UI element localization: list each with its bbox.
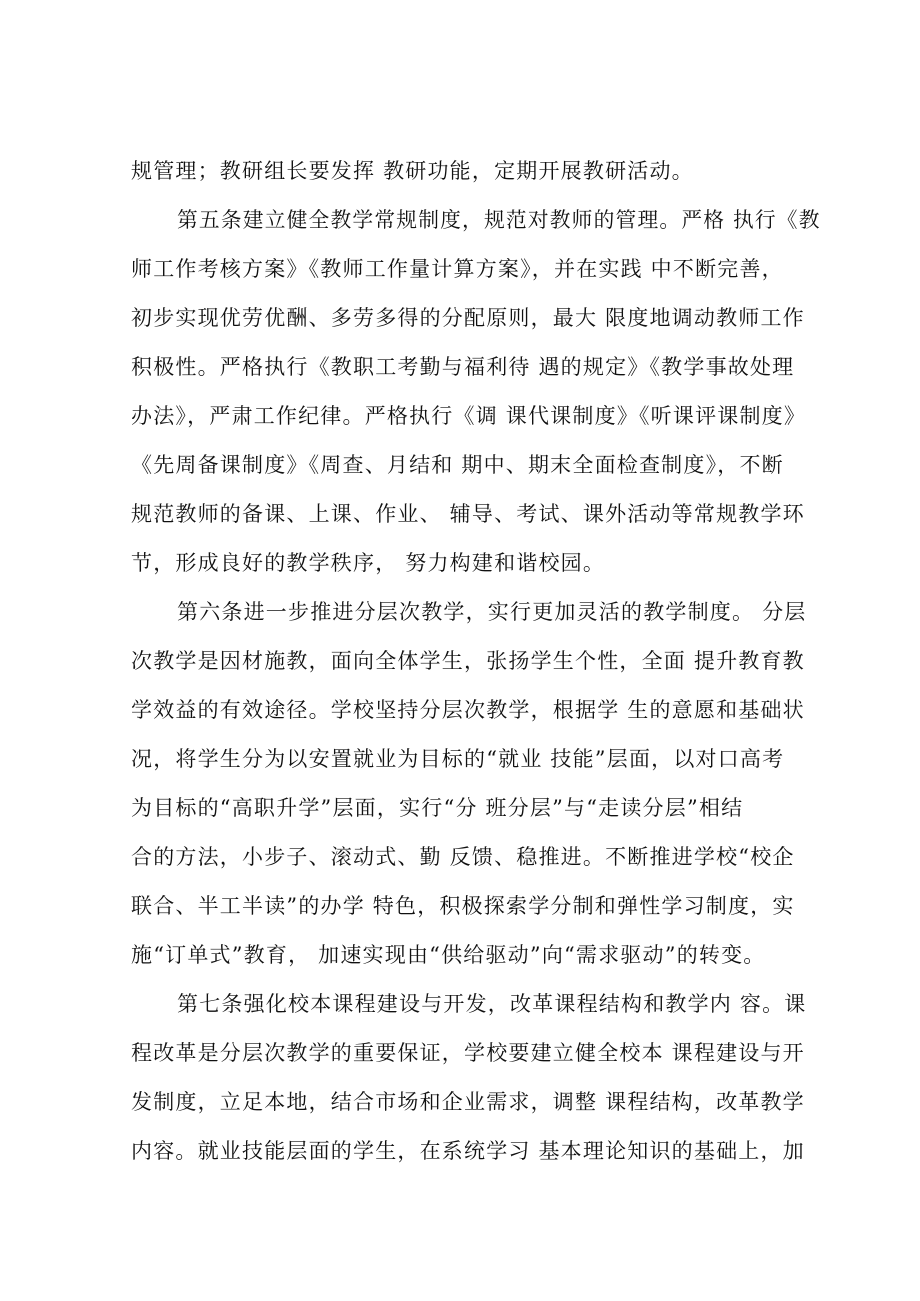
- text-line: 师工作考核方案》《教师工作量计算方案》，并在实践 中不断完善，: [131, 257, 784, 281]
- text-line: 规范教师的备课、上课、作业、 辅导、考试、课外活动等常规教学环: [131, 502, 805, 526]
- text-line: 内容。就业技能层面的学生，在系统学习 基本理论知识的基础上，加: [131, 1139, 805, 1163]
- text-line: 发制度，立足本地，结合市场和企业需求，调整 课程结构，改革教学: [131, 1090, 805, 1114]
- text-line: 积极性。严格执行《教职工考勤与福利待 遇的规定》《教学事故处理: [131, 355, 795, 379]
- text-line: 节，形成良好的教学秩序， 努力构建和谐校园。: [131, 551, 606, 575]
- text-line: 施“订单式”教育， 加速实现由“供给驱动”向“需求驱动”的转变。: [131, 943, 766, 967]
- paragraph-article-7-start: 第七条强化校本课程建设与开发，改革课程结构和教学内 容。课: [177, 992, 807, 1016]
- text-line: 程改革是分层次教学的重要保证，学校要建立健全校本 课程建设与开: [131, 1041, 805, 1065]
- text-line: 《先周备课制度》《周查、月结和 期中、期末全面检查制度》，不断: [131, 453, 784, 477]
- text-line: 合的方法，小步子、滚动式、勤 反馈、稳推进。不断推进学校“校企: [131, 845, 795, 869]
- text-line: 联合、半工半读”的办学 特色，积极探索学分制和弹性学习制度，实: [131, 894, 795, 918]
- paragraph-article-6-start: 第六条进一步推进分层次教学，实行更加灵活的教学制度。 分层: [177, 600, 807, 624]
- text-line: 况，将学生分为以安置就业为目标的“就业 技能”层面，以对口高考: [131, 747, 785, 771]
- paragraph-article-5-start: 第五条建立健全教学常规制度，规范对教师的管理。严格 执行《教: [177, 208, 821, 232]
- text-line: 规管理；教研组长要发挥 教研功能，定期开展教研活动。: [131, 159, 694, 183]
- text-line: 初步实现优劳优酬、多劳多得的分配原则，最大 限度地调动教师工作: [131, 306, 805, 330]
- text-line: 为目标的“高职升学”层面，实行“分 班分层”与“走读分层”相结: [131, 796, 744, 820]
- text-line: 学效益的有效途径。学校坚持分层次教学，根据学 生的意愿和基础状: [131, 698, 805, 722]
- text-line: 办法》，严肃工作纪律。严格执行《调 课代课制度》《听课评课制度》: [131, 404, 807, 428]
- text-line: 次教学是因材施教，面向全体学生，张扬学生个性，全面 提升教育教: [131, 649, 805, 673]
